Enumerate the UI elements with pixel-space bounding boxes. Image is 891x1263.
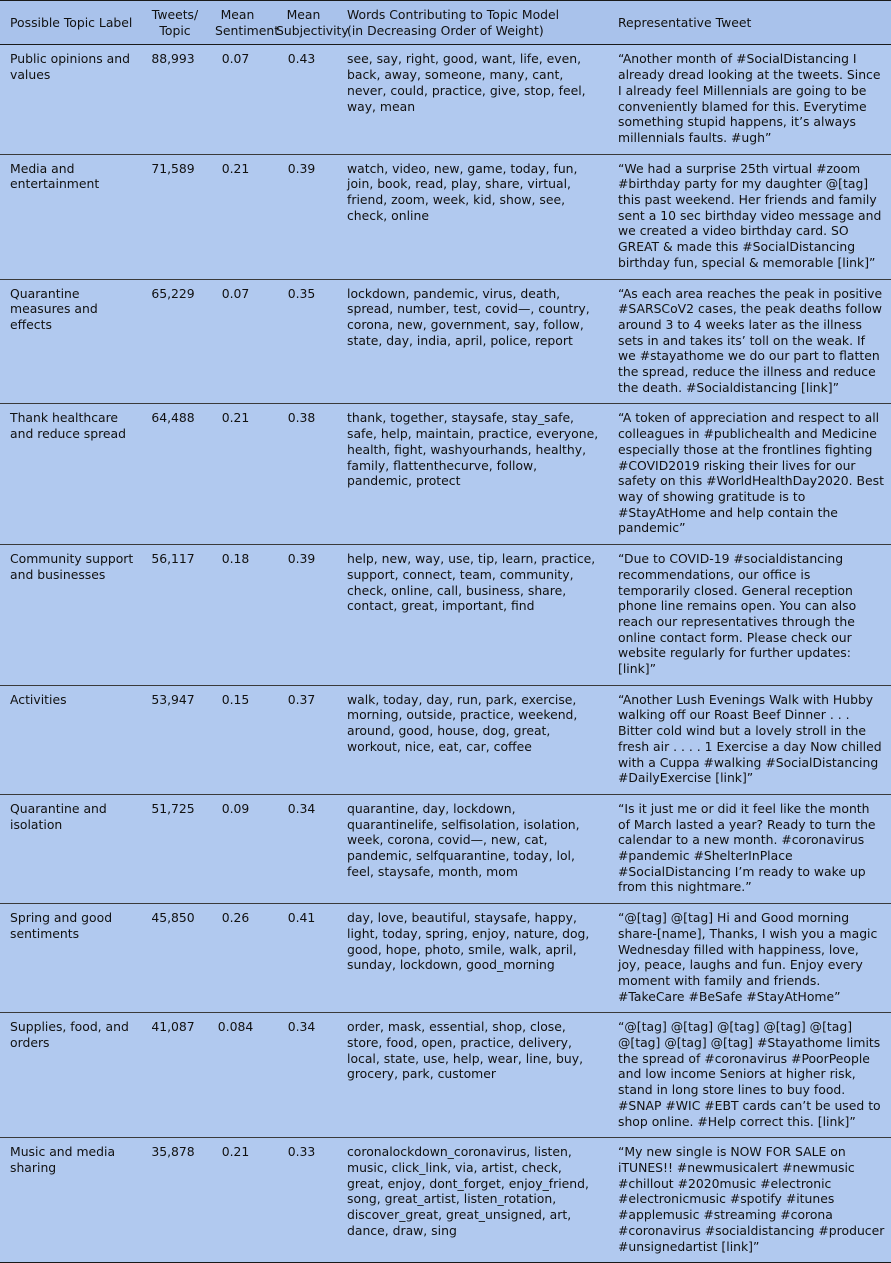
representative-tweet: “Another month of #SocialDistancing I already dread looking at the tweets. Since I already feel Millennials are going to be conveniently blamed for this. Everytime something stupid happens, it’s always millennials faults. #ugh”	[608, 45, 891, 154]
mean-subjectivity: 0.37	[266, 685, 337, 794]
header-subjectivity-line1: Mean	[286, 7, 321, 22]
table-row	[0, 794, 891, 903]
topic-words: order, mask, essential, shop, close, store, food, open, practice, delivery, local, state, use, help, wear, line, buy, grocery, park, customer	[337, 1013, 608, 1138]
table-row	[0, 904, 891, 1013]
topic-label: Media and entertainment	[0, 154, 141, 279]
representative-tweet: “A token of appreciation and respect to all colleagues in #publichealth and Medicine especially those at the frontlines fighting #COVID2019 risking their lives for our safety on this #WorldHealthDay2020. Best way of showing gratitude is to #StayAtHome and help contain the pandemic”	[608, 404, 891, 545]
topic-label: Quarantine and isolation	[0, 794, 141, 903]
mean-subjectivity: 0.35	[266, 279, 337, 404]
table-row	[0, 45, 891, 154]
tweets-count: 41,087	[141, 1013, 205, 1138]
topic-label: Activities	[0, 685, 141, 794]
topic-words: see, say, right, good, want, life, even, back, away, someone, many, cant, never, could, practice, give, stop, feel, way, mean	[337, 45, 608, 154]
mean-sentiment: 0.21	[205, 154, 266, 279]
tweets-count: 71,589	[141, 154, 205, 279]
mean-sentiment: 0.26	[205, 904, 266, 1013]
tweets-count: 88,993	[141, 45, 205, 154]
topic-words: watch, video, new, game, today, fun, join, book, read, play, share, virtual, friend, zoom, week, kid, show, see, check, online	[337, 154, 608, 279]
header-topic: Possible Topic Label	[0, 1, 141, 45]
mean-subjectivity: 0.43	[266, 45, 337, 154]
topic-words: help, new, way, use, tip, learn, practice, support, connect, team, community, check, online, call, business, share, contact, great, important, find	[337, 545, 608, 686]
mean-sentiment: 0.09	[205, 794, 266, 903]
header-subjectivity-line2: Subjectivity	[276, 22, 349, 38]
table-row	[0, 1013, 891, 1138]
header-tweets-line2: Topic	[159, 22, 191, 38]
representative-tweet: “Due to COVID-19 #socialdistancing recommendations, our office is temporarily closed. General reception phone line remains open. You can also reach our representatives through the online contact form. Please check our website regularly for further updates: [link]”	[608, 545, 891, 686]
mean-sentiment: 0.07	[205, 279, 266, 404]
mean-sentiment: 0.21	[205, 404, 266, 545]
tweets-count: 64,488	[141, 404, 205, 545]
mean-subjectivity: 0.33	[266, 1138, 337, 1263]
table-row	[0, 404, 891, 545]
mean-subjectivity: 0.39	[266, 545, 337, 686]
topic-words: walk, today, day, run, park, exercise, morning, outside, practice, weekend, around, good, house, dog, great, workout, nice, eat, car, coffee	[337, 685, 608, 794]
topic-words: quarantine, day, lockdown, quarantinelife, selfisolation, isolation, week, corona, covid—, new, cat, pandemic, selfquarantine, today, lol, feel, staysafe, month, mom	[337, 794, 608, 903]
header-tweets	[141, 1, 205, 45]
representative-tweet: “@[tag] @[tag] @[tag] @[tag] @[tag] @[tag] @[tag] @[tag] #Stayathome limits the spread of #coronavirus #PoorPeople and low income Seniors at higher risk, stand in long store lines to buy food. #SNAP #WIC #EBT cards can’t be used to shop online. #Help correct this. [link]”	[608, 1013, 891, 1138]
mean-sentiment: 0.21	[205, 1138, 266, 1263]
representative-tweet: “Another Lush Evenings Walk with Hubby walking off our Roast Beef Dinner . . . Bitter cold wind but a lovely stroll in the fresh air . . . . 1 Exercise a day Now chilled with a Cuppa #walking #SocialDistancing #DailyExercise [link]”	[608, 685, 891, 794]
tweets-count: 65,229	[141, 279, 205, 404]
topic-label: Quarantine measures and effects	[0, 279, 141, 404]
header-tweets-line1: Tweets/	[151, 7, 199, 22]
topic-words: day, love, beautiful, staysafe, happy, light, today, spring, enjoy, nature, dog, good, hope, photo, smile, walk, april, sunday, lockdown, good_morning	[337, 904, 608, 1013]
topic-label: Supplies, food, and orders	[0, 1013, 141, 1138]
header-tweet: Representative Tweet	[608, 1, 891, 45]
topic-words: lockdown, pandemic, virus, death, spread, number, test, covid—, country, corona, new, government, say, follow, state, day, india, april, police, report	[337, 279, 608, 404]
topic-label: Public opinions and values	[0, 45, 141, 154]
representative-tweet: “As each area reaches the peak in positive #SARSCoV2 cases, the peak deaths follow around 3 to 4 weeks later as the illness sets in and takes its’ toll on the weak. If we #stayathome we do our part to flatten the spread, reduce the illness and reduce the death. #Socialdistancing [link]”	[608, 279, 891, 404]
tweets-count: 35,878	[141, 1138, 205, 1263]
representative-tweet: “We had a surprise 25th virtual #zoom #birthday party for my daughter @[tag] this past weekend. Her friends and family sent a 10 sec birthday video message and we created a video birthday card. SO GREAT & made this #SocialDistancing birthday fun, special & memorable [link]”	[608, 154, 891, 279]
header-words	[337, 1, 608, 45]
header-sentiment-line2: Sentiment	[215, 22, 280, 38]
table-row	[0, 1138, 891, 1263]
topic-label: Thank healthcare and reduce spread	[0, 404, 141, 545]
mean-sentiment: 0.07	[205, 45, 266, 154]
mean-sentiment: 0.15	[205, 685, 266, 794]
header-words-line2: (in Decreasing Order of Weight)	[347, 22, 544, 38]
tweets-count: 45,850	[141, 904, 205, 1013]
topic-label: Spring and good sentiments	[0, 904, 141, 1013]
representative-tweet: “Is it just me or did it feel like the month of March lasted a year? Ready to turn the calendar to a new month. #coronavirus #pandemic #ShelterInPlace #SocialDistancing I’m ready to wake up from this nightmare.”	[608, 794, 891, 903]
mean-subjectivity: 0.34	[266, 1013, 337, 1138]
mean-sentiment: 0.084	[205, 1013, 266, 1138]
header-words-line1: Words Contributing to Topic Model	[347, 7, 560, 22]
mean-subjectivity: 0.38	[266, 404, 337, 545]
header-sentiment	[205, 1, 280, 45]
mean-subjectivity: 0.39	[266, 154, 337, 279]
mean-sentiment: 0.18	[205, 545, 266, 686]
representative-tweet: “My new single is NOW FOR SALE on iTUNES!! #newmusicalert #newmusic #chillout #2020music #electronic #electronicmusic #spotify #itunes #applemusic #streaming #corona #coronavirus #socialdistancing #producer #unsignedartist [link]”	[608, 1138, 891, 1263]
table-row	[0, 545, 891, 686]
topic-label: Music and media sharing	[0, 1138, 141, 1263]
topic-label: Community support and businesses	[0, 545, 141, 686]
representative-tweet: “@[tag] @[tag] Hi and Good morning share-[name], Thanks, I wish you a magic Wednesday filled with happiness, love, joy, peace, laughs and fun. Enjoy every moment with family and friends. #TakeCare #BeSafe #StayAtHome”	[608, 904, 891, 1013]
table-row	[0, 154, 891, 279]
mean-subjectivity: 0.41	[266, 904, 337, 1013]
header-subjectivity	[266, 1, 349, 45]
tweets-count: 51,725	[141, 794, 205, 903]
tweets-count: 53,947	[141, 685, 205, 794]
mean-subjectivity: 0.34	[266, 794, 337, 903]
topic-words: coronalockdown_coronavirus, listen, music, click_link, via, artist, check, great, enjoy, dont_forget, enjoy_friend, song, great_artist, listen_rotation, discover_great, great_unsigned, art, dance, draw, sing	[337, 1138, 608, 1263]
table-row	[0, 279, 891, 404]
topic-words: thank, together, staysafe, stay_safe, safe, help, maintain, practice, everyone, health, fight, washyourhands, healthy, family, flattenthecurve, follow, pandemic, protect	[337, 404, 608, 545]
tweets-count: 56,117	[141, 545, 205, 686]
header-sentiment-line1: Mean	[220, 7, 255, 22]
table-row	[0, 685, 891, 794]
header-row	[0, 1, 891, 45]
